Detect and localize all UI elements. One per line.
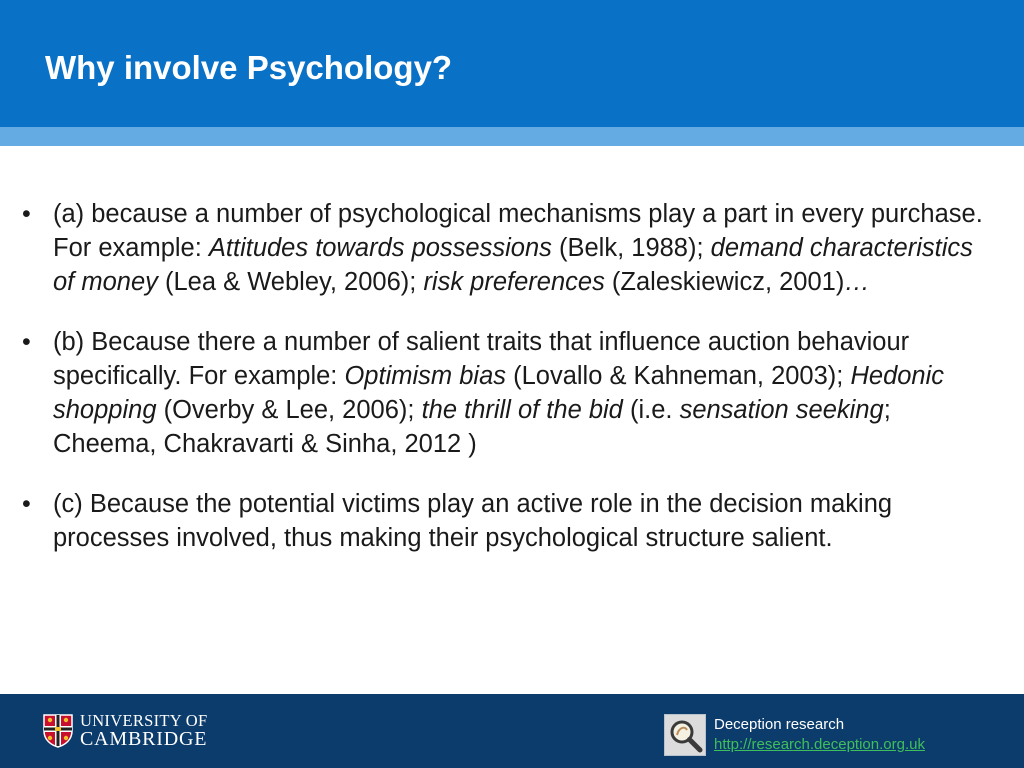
slide-title: Why involve Psychology? xyxy=(45,49,453,86)
bullet-text: (c) Because the potential victims play an active role in the decision making processes involved, thus making their psychological structure salient. xyxy=(53,490,893,552)
footer-text xyxy=(714,715,925,755)
bullet-text: (a) because a number of psychological mechanisms play a part in every purchase. For example: Attitudes towards possessions (Belk, 1988); demand characteristics of money (Lea & Webley, 2006); risk preferences (Zaleskiewicz, 2001)… xyxy=(53,200,983,296)
bullet-list xyxy=(0,197,1024,581)
bullet-item-c xyxy=(0,487,993,555)
italic-term: demand characteristics of money xyxy=(53,234,973,296)
magnifier-icon xyxy=(665,715,705,755)
italic-ellipsis: … xyxy=(844,268,870,296)
cambridge-crest-icon xyxy=(43,714,73,748)
logo-line-cambridge: CAMBRIDGE xyxy=(80,728,208,750)
header-stripe xyxy=(0,127,1024,146)
bullet-marker: • xyxy=(22,200,31,228)
logo-wordmark xyxy=(80,712,208,748)
bullet-item-b xyxy=(0,325,993,461)
cambridge-logo xyxy=(43,712,215,750)
italic-term: risk preferences xyxy=(423,268,605,296)
header-bar xyxy=(0,0,1024,127)
italic-term: sensation seeking xyxy=(679,396,884,424)
italic-term: Optimism bias xyxy=(344,362,506,390)
deception-research-badge xyxy=(664,714,706,756)
footer-bar xyxy=(0,694,1024,768)
italic-term: Attitudes towards possessions xyxy=(208,234,552,262)
footer-link[interactable]: http://research.deception.org.uk xyxy=(714,736,925,753)
logo-line-university: UNIVERSITY OF xyxy=(80,711,208,730)
italic-term: Hedonic shopping xyxy=(53,362,945,424)
bullet-item-a xyxy=(0,197,993,299)
bullet-marker: • xyxy=(22,490,31,518)
italic-term: the thrill of the bid xyxy=(421,396,623,424)
bullet-text: (b) Because there a number of salient traits that influence auction behaviour specifically. For example: Optimism bias (Lovallo & Kahneman, 2003); Hedonic shopping (Overby & Lee, 2006); the thrill of the bid (i.e. sensation seeking; Cheema, Chakravarti & Sinha, 2012 ) xyxy=(53,328,945,458)
bullet-marker: • xyxy=(22,328,31,356)
footer-label: Deception research xyxy=(714,716,845,733)
